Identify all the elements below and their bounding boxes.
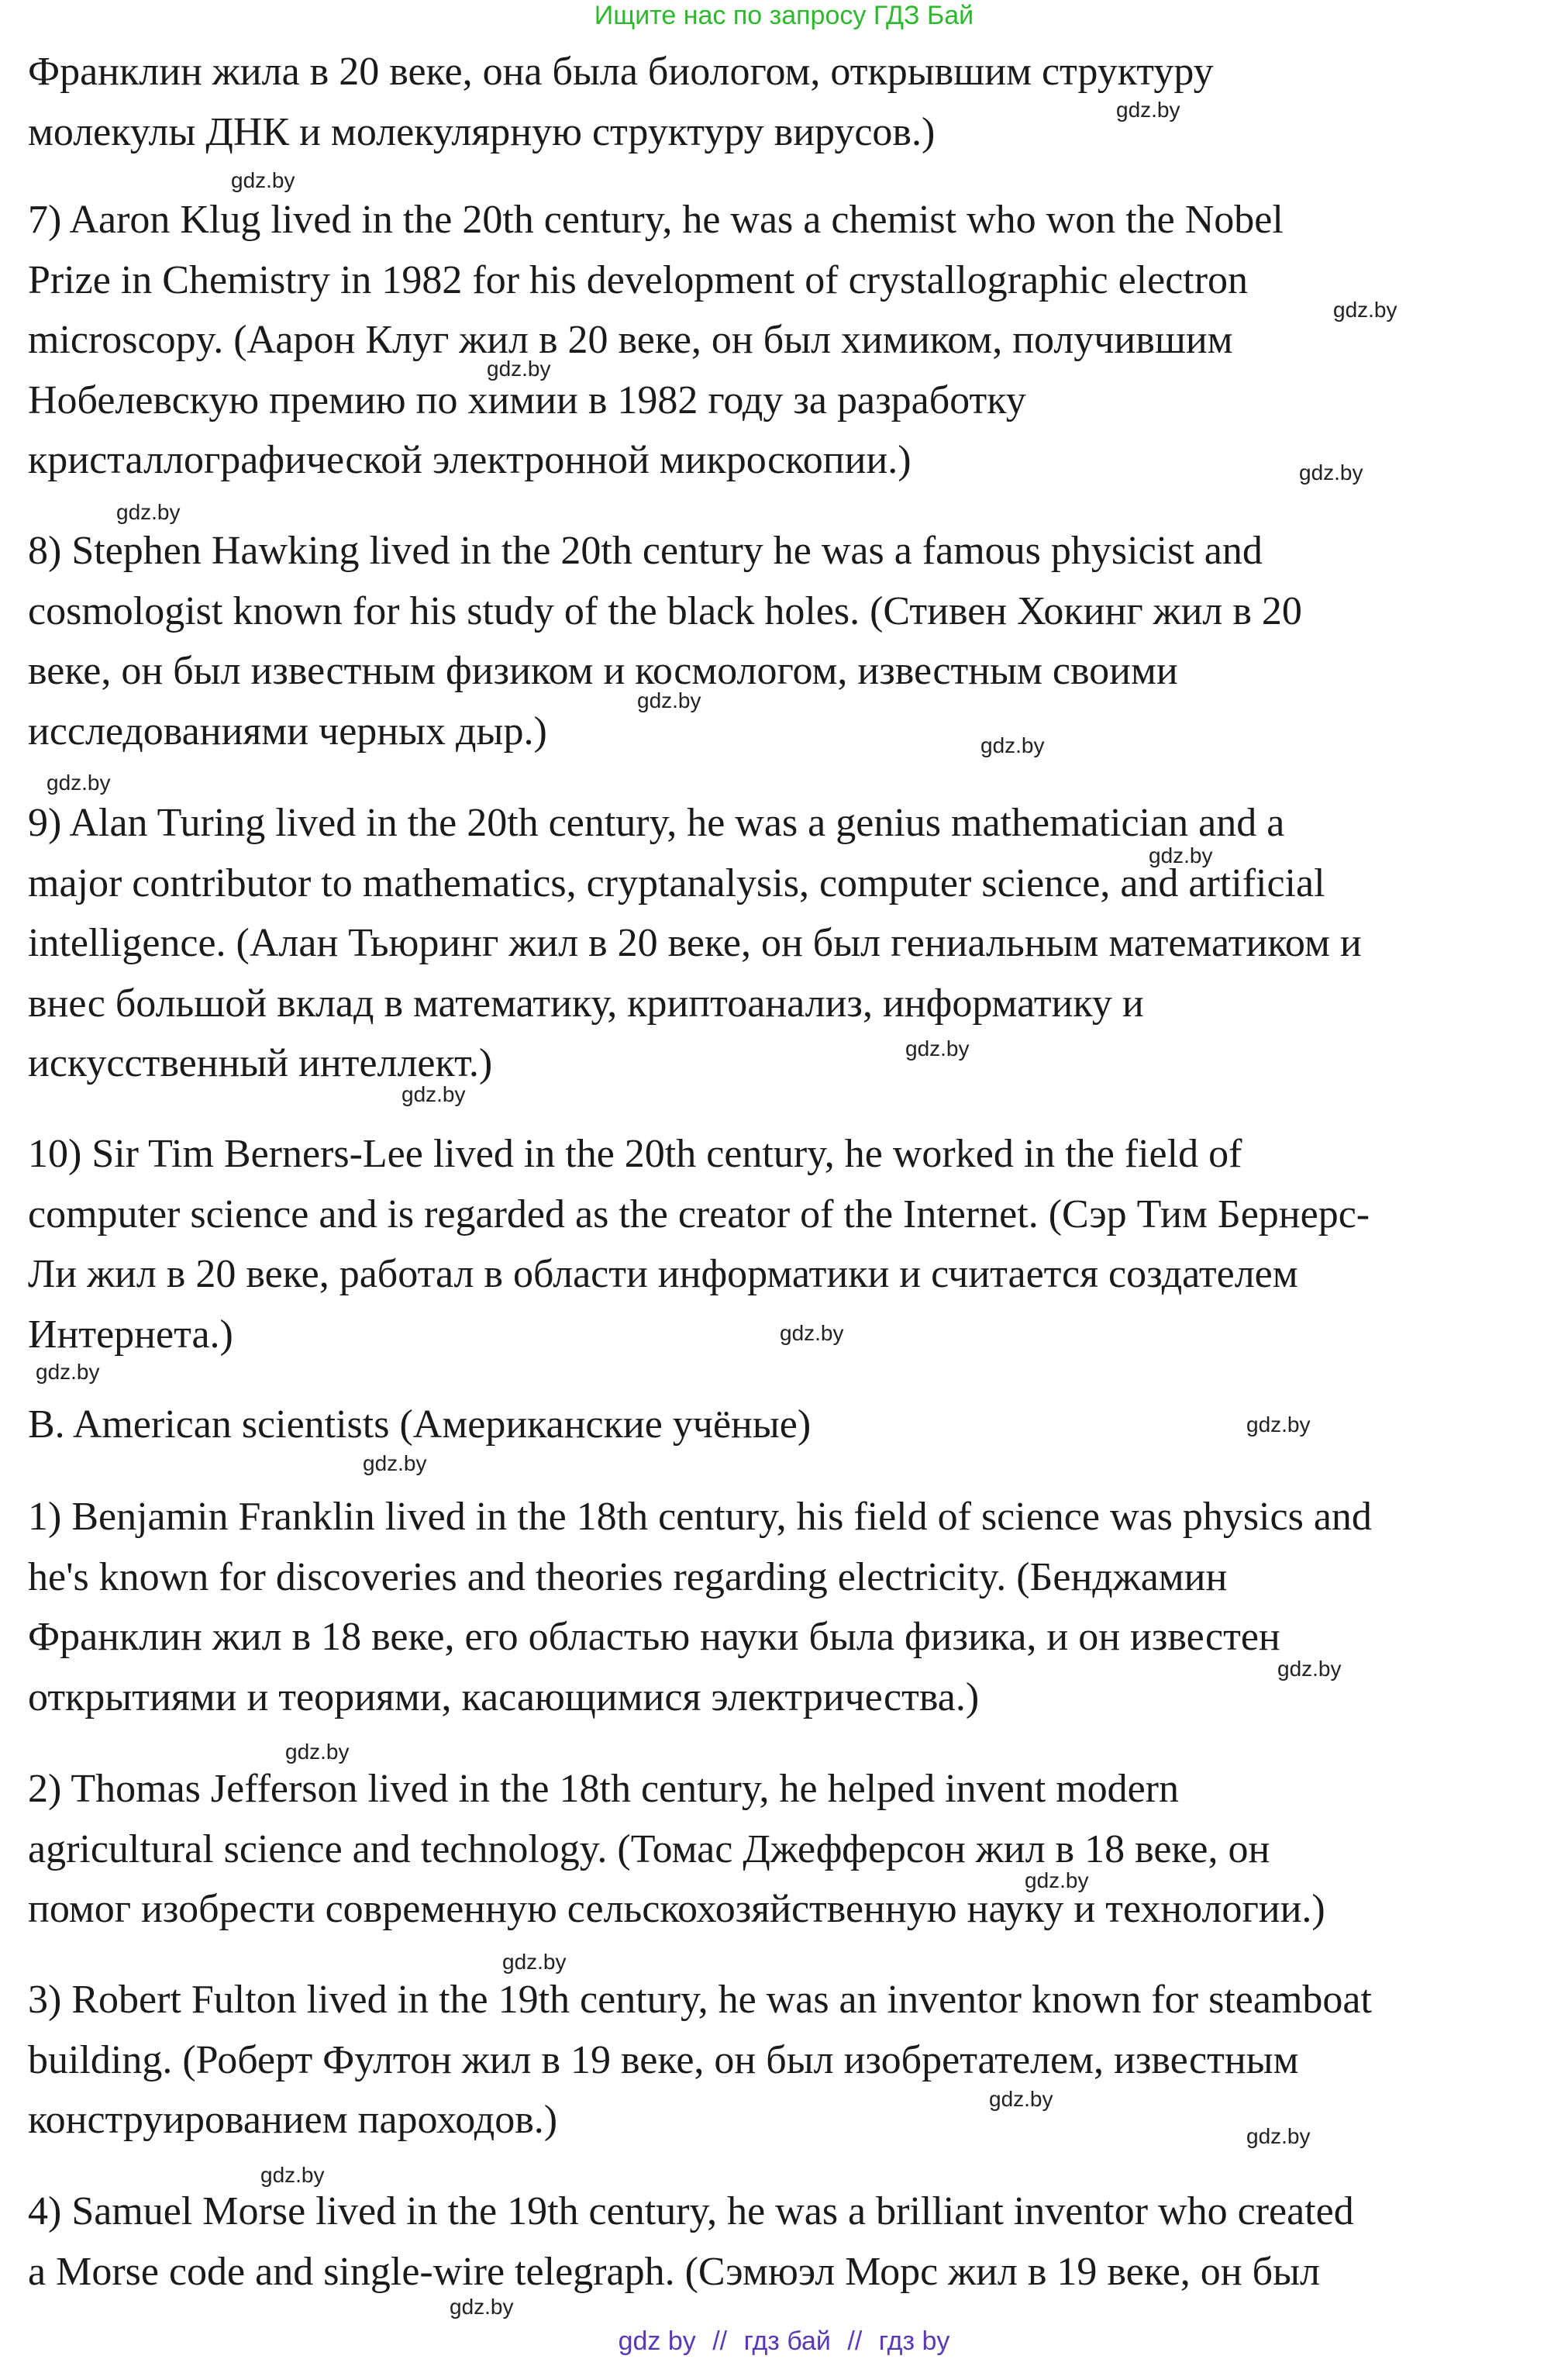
- watermark: gdz.by: [260, 2163, 325, 2187]
- paragraph-aaron-klug: 7) Aaron Klug lived in the 20th century, he was a chemist who won the Nobel Prize in Chemistry in 1982 for his development of crystallographic electron microscopy. (Аарон Клуг жил в 20 веке, он был химиком, получившим Нобелевскую премию по химии в 1982 году за разработку кристаллографической электронной микроскопии.): [28, 198, 1284, 482]
- watermark: gdz.by: [47, 771, 111, 795]
- footer-link-gdz-by-cyr[interactable]: гдз by: [878, 2326, 950, 2356]
- footer-separator: //: [712, 2326, 728, 2356]
- paragraph-franklin-rosalind-continued: Франклин жила в 20 веке, она была биологом, открывшим структуру молекулы ДНК и молекулярную структуру вирусов.): [28, 50, 1214, 154]
- watermark: gdz.by: [502, 1950, 567, 1974]
- watermark: gdz.by: [637, 688, 701, 712]
- watermark: gdz.by: [401, 1082, 466, 1106]
- paragraph-alan-turing: 9) Alan Turing lived in the 20th century, he was a genius mathematician and a major contributor to mathematics, cryptanalysis, computer science, and artificial intelligence. (Алан Тьюринг жил в 20 веке, он был гениальным математиком и внес большой вклад в математику, криптоанализ, информатику и искусственный интеллект.): [28, 801, 1362, 1085]
- watermark: gdz.by: [36, 1360, 100, 1384]
- watermark: gdz.by: [905, 1036, 970, 1061]
- watermark: gdz.by: [363, 1451, 427, 1475]
- footer-separator: //: [847, 2326, 863, 2356]
- site-header-banner[interactable]: Ищите нас по запросу ГДЗ Бай: [594, 1, 974, 30]
- watermark: gdz.by: [1149, 843, 1213, 867]
- footer-link-gdz-by[interactable]: gdz by: [618, 2326, 696, 2356]
- watermark: gdz.by: [231, 168, 295, 192]
- watermark: gdz.by: [1299, 460, 1363, 485]
- watermark: gdz.by: [285, 1740, 350, 1764]
- paragraph-samuel-morse: 4) Samuel Morse lived in the 19th century, he was a brilliant inventor who created a Morse code and single-wire telegraph. (Сэмюэл Морс жил в 19 веке, он был: [28, 2189, 1354, 2294]
- watermark: gdz.by: [989, 2087, 1053, 2111]
- watermark: gdz.by: [780, 1321, 844, 1345]
- paragraph-thomas-jefferson: 2) Thomas Jefferson lived in the 18th century, he helped invent modern agricultural science and technology. (Томас Джефферсон жил в 18 веке, он помог изобрести современную сельскохозяйственную науку и технологии.): [28, 1767, 1325, 1931]
- watermark: gdz.by: [1333, 298, 1397, 322]
- watermark: gdz.by: [116, 500, 181, 524]
- section-heading-american-scientists: B. American scientists (Американские учёные): [28, 1402, 812, 1447]
- watermark: gdz.by: [1246, 1412, 1311, 1436]
- paragraph-tim-berners-lee: 10) Sir Tim Berners-Lee lived in the 20th century, he worked in the field of computer science and is regarded as the creator of the Internet. (Сэр Тим Бернерс- Ли жил в 20 веке, работал в области информатики и считается создателем Интернета.): [28, 1132, 1370, 1357]
- watermark: gdz.by: [1025, 1868, 1089, 1892]
- footer-links: [0, 2324, 1568, 2358]
- paragraph-stephen-hawking: 8) Stephen Hawking lived in the 20th century he was a famous physicist and cosmologist known for his study of the black holes. (Стивен Хокинг жил в 20 веке, он был известным физиком и космологом, известным своими исследованиями черных дыр.): [28, 529, 1302, 754]
- watermark: gdz.by: [487, 357, 551, 381]
- watermark: gdz.by: [450, 2295, 514, 2319]
- footer-link-gdz-bai[interactable]: гдз бай: [743, 2326, 831, 2356]
- watermark: gdz.by: [1246, 2124, 1311, 2148]
- paragraph-robert-fulton: 3) Robert Fulton lived in the 19th century, he was an inventor known for steamboat building. (Роберт Фултон жил в 19 веке, он был изобретателем, известным конструированием пароходов.): [28, 1978, 1372, 2142]
- paragraph-benjamin-franklin: 1) Benjamin Franklin lived in the 18th century, his field of science was physics and he's known for discoveries and theories regarding electricity. (Бенджамин Франклин жил в 18 веке, его областью науки была физика, и он известен открытиями и теориями, касающимися электричества.): [28, 1495, 1372, 1719]
- watermark: gdz.by: [980, 733, 1045, 757]
- watermark: gdz.by: [1116, 98, 1180, 122]
- watermark: gdz.by: [1277, 1657, 1342, 1681]
